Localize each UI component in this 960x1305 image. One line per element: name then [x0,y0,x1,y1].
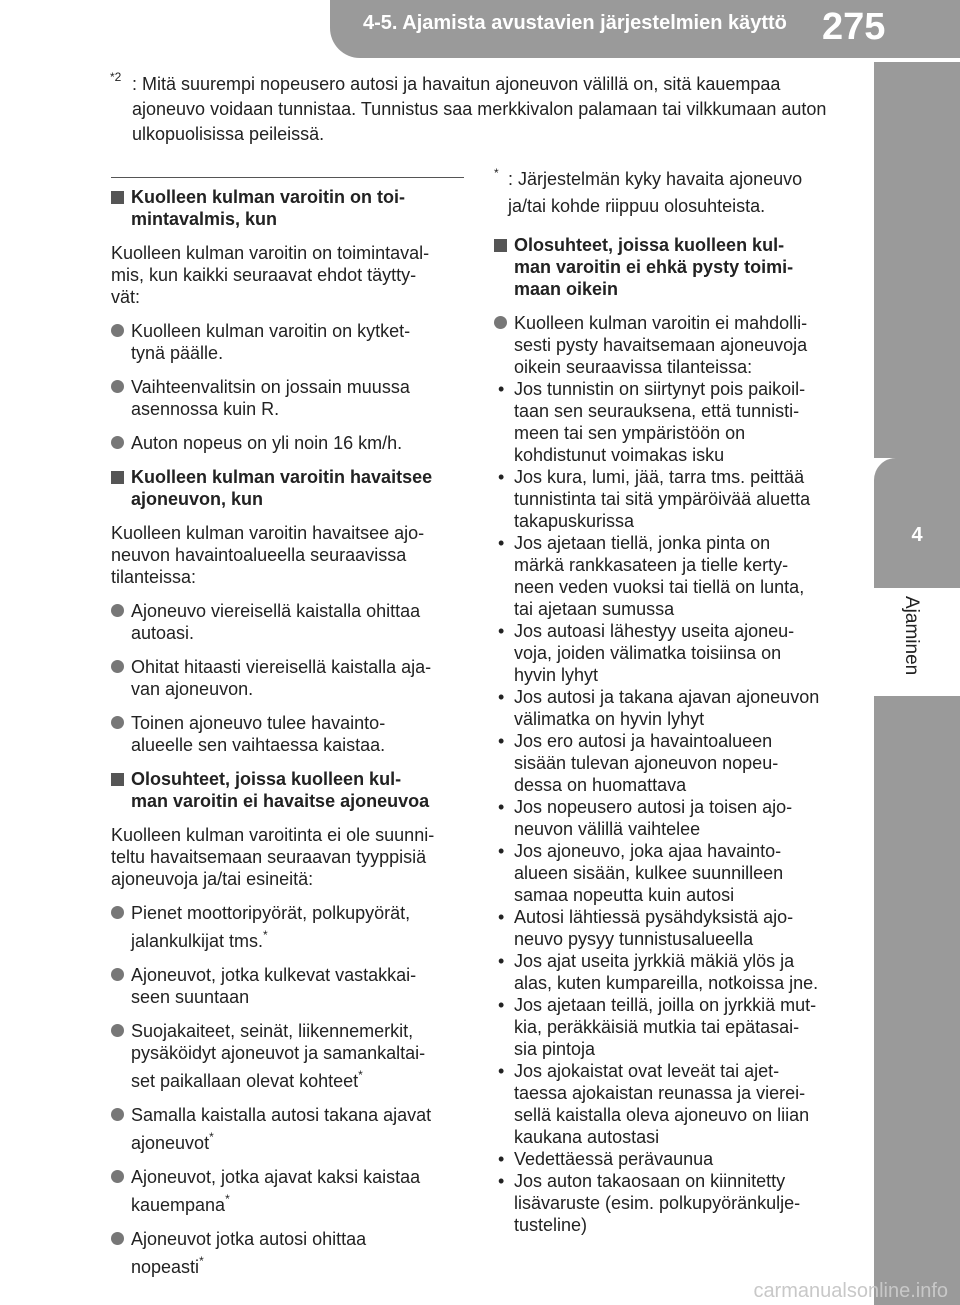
heading-not-detect [111,768,471,812]
left-column [111,186,471,1290]
circle-bullet-icon [111,1108,124,1121]
chapter-name: Ajaminen [901,596,922,676]
list-item-text: Toinen ajoneuvo tulee havainto- alueelle sen vaihtaessa kaistaa. [131,713,386,755]
heading-text: Kuolleen kulman varoitin on toi- mintavalmis, kun [131,187,406,229]
bullet-dot: • [498,907,505,927]
bullet-dot: • [498,995,505,1015]
list-item [111,712,471,756]
heading-text: Olosuhteet, joissa kuolleen kul- man varoitin ei ehkä pysty toimi- maan oikein [514,235,794,299]
bullet-dot: • [498,1061,505,1081]
bullet-dot: • [498,797,505,817]
list-item [111,432,471,454]
sub-list-item-text: Jos autosi ja takana ajavan ajoneuvon välimatka on hyvin lyhyt [514,687,820,729]
bullet-dot: • [498,379,505,399]
side-tab-bar [874,62,960,458]
heading-text: Kuolleen kulman varoitin havaitsee ajoneuvon, kun [131,467,433,509]
bullet-dot: • [498,467,505,487]
bullet-dot: • [498,951,505,971]
top-footnote [110,72,850,147]
list-item-text: Kuolleen kulman varoitin ei mahdolli- sesti pysty havaitsemaan ajoneuvoja oikein seuraavissa tilanteissa: [514,313,808,377]
list-item-text: Vaihteenvalitsin on jossain muussa asennossa kuin R. [131,377,410,419]
sub-list-item [494,950,854,994]
list-item [111,656,471,700]
circle-bullet-icon [111,604,124,617]
circle-bullet-icon [111,380,124,393]
asterisk: * [358,1068,363,1082]
bullet-dot: • [498,841,505,861]
chapter-number: 4 [911,524,923,546]
circle-bullet-icon [111,1024,124,1037]
list-item-text: Ajoneuvot jotka autosi ohittaa nopeasti [131,1229,367,1277]
sub-list-item-text: Jos tunnistin on siirtynyt pois paikoil- taan sen seurauksena, että tunnisti- meen tai sen ympäristöön on kohdistunut voimakas isku [514,379,806,465]
square-bullet-icon [111,471,124,484]
divider [111,177,464,178]
list-item [111,376,471,420]
heading-may-not-work [494,234,854,300]
sub-list-item [494,532,854,620]
sub-list-item [494,730,854,796]
list-item-text: Ohitat hitaasti viereisellä kaistalla aja- van ajoneuvon. [131,657,432,699]
circle-bullet-icon [111,660,124,673]
sub-list-item-text: Jos kura, lumi, jää, tarra tms. peittää tunnistinta tai sitä ympäröivää aluetta takapuskurissa [514,467,811,531]
sub-list-item [494,840,854,906]
sub-list-item [494,994,854,1060]
square-bullet-icon [111,191,124,204]
paragraph: Kuolleen kulman varoitin on toimintaval- mis, kun kaikki seuraavat ehdot täytty- vät: [111,243,430,307]
sub-list-item-text: Jos ajoneuvo, joka ajaa havainto- alueen sisään, kulkee suunnilleen samaa nopeutta kuin autosi [514,841,784,905]
list-item-text: Auton nopeus on yli noin 16 km/h. [131,433,403,453]
sub-list-item-text: Jos ajokaistat ovat leveät tai ajet- taessa ajokaistan reunassa ja vierei- sellä kaistalla oleva ajoneuvo on liian kaukana autostasi [514,1061,810,1147]
list-item [494,312,854,378]
circle-bullet-icon [111,716,124,729]
asterisk: * [263,928,268,942]
bullet-dot: • [498,687,505,707]
square-bullet-icon [494,239,507,252]
list-item-text: Pienet moottoripyörät, polkupyörät, jalankulkijat tms. [131,903,411,951]
footnote-mark: *2 [110,70,122,84]
sub-list-item-text: Jos autoasi lähestyy useita ajoneu- voja, joiden välimatka toisiinsa on hyvin lyhyt [514,621,795,685]
asterisk: * [209,1130,214,1144]
heading-detects [111,466,471,510]
side-tab-bar-lower [874,696,960,1305]
note-text: : Järjestelmän kyky havaita ajoneuvo ja/tai kohde riippuu olosuhteista. [508,169,803,216]
heading-text: Olosuhteet, joissa kuolleen kul- man varoitin ei havaitse ajoneuvoa [131,769,430,811]
sub-list-item-text: Jos auton takaosaan on kiinnitetty lisävaruste (esim. polkupyöränkulje- tusteline) [514,1171,801,1235]
right-column [494,166,854,1236]
sub-list-item [494,466,854,532]
note [494,166,854,220]
bullet-dot: • [498,731,505,751]
sub-list-item-text: Jos ero autosi ja havaintoalueen sisään tulevan ajoneuvon nopeu- dessa on huomattava [514,731,779,795]
sub-list-item-text: Jos ajetaan teillä, joilla on jyrkkiä mut- kia, peräkkäisiä mutkia tai epätasai- sia pintoja [514,995,817,1059]
list-item [111,1166,471,1216]
sub-list-item [494,906,854,950]
circle-bullet-icon [111,1232,124,1245]
list-item-text: Kuolleen kulman varoitin on kytket- tynä päälle. [131,321,411,363]
list-item-text: Samalla kaistalla autosi takana ajavat ajoneuvot [131,1105,432,1153]
square-bullet-icon [111,773,124,786]
list-item-text: Ajoneuvot, jotka ajavat kaksi kaistaa kauempana [131,1167,421,1215]
note-mark: * [494,166,499,180]
bullet-dot: • [498,1171,505,1191]
list-item [111,1104,471,1154]
watermark: carmanualsonline.info [753,1280,948,1302]
list-item-text: Suojakaiteet, seinät, liikennemerkit, pysäköidyt ajoneuvot ja samankaltai- set paikallaan olevat kohteet [131,1021,426,1091]
asterisk: * [225,1192,230,1206]
sub-list-item-text: Jos ajat useita jyrkkiä mäkiä ylös ja alas, kuten kumpareilla, notkoissa jne. [514,951,819,993]
bullet-dot: • [498,1149,505,1169]
list-item-text: Ajoneuvot, jotka kulkevat vastakkai- seen suuntaan [131,965,417,1007]
circle-bullet-icon [111,906,124,919]
list-item [111,320,471,364]
footnote-text: : Mitä suurempi nopeusero autosi ja havaitun ajoneuvon välillä on, sitä kauempaa ajoneuvo voidaan tunnistaa. Tunnistus saa merkkivalon palamaan tai vilkkumaan auton ulkopuolisissa peileissä. [132,74,827,144]
bullet-dot: • [498,621,505,641]
bullet-dot: • [498,533,505,553]
sub-list-item [494,620,854,686]
page-number: 275 [822,6,886,48]
list-item [111,964,471,1008]
sub-list-item [494,796,854,840]
circle-bullet-icon [494,316,507,329]
sub-list-item [494,378,854,466]
sub-list-item-text: Jos ajetaan tiellä, jonka pinta on märkä rankkasateen ja tielle kerty- neen veden vuoksi tai tiellä on lunta, tai ajetaan sumussa [514,533,805,619]
circle-bullet-icon [111,324,124,337]
section-title: 4-5. Ajamista avustavien järjestelmien käyttö [363,12,787,34]
circle-bullet-icon [111,1170,124,1183]
sub-list-item [494,1148,854,1170]
circle-bullet-icon [111,968,124,981]
paragraph: Kuolleen kulman varoitinta ei ole suunni- teltu havaitsemaan seuraavan tyyppisiä ajoneuvoja ja/tai esineitä: [111,825,435,889]
list-item [111,600,471,644]
heading-ready [111,186,471,230]
sub-list-item-text: Autosi lähtiessä pysähdyksistä ajo- neuvo pysyy tunnistusalueella [514,907,794,949]
list-item [111,1228,471,1278]
sub-list [494,378,854,1236]
sub-list-item [494,686,854,730]
sub-list-item [494,1170,854,1236]
list-item [111,902,471,952]
chapter-tab[interactable] [874,458,960,588]
circle-bullet-icon [111,436,124,449]
asterisk: * [199,1254,204,1268]
list-item [111,1020,471,1092]
sub-list-item-text: Vedettäessä perävaunua [514,1149,714,1169]
sub-list-item-text: Jos nopeusero autosi ja toisen ajo- neuvon välillä vaihtelee [514,797,793,839]
sub-list-item [494,1060,854,1148]
list-item-text: Ajoneuvo viereisellä kaistalla ohittaa autoasi. [131,601,421,643]
paragraph: Kuolleen kulman varoitin havaitsee ajo- neuvon havaintoalueella seuraavissa tilanteissa: [111,523,425,587]
